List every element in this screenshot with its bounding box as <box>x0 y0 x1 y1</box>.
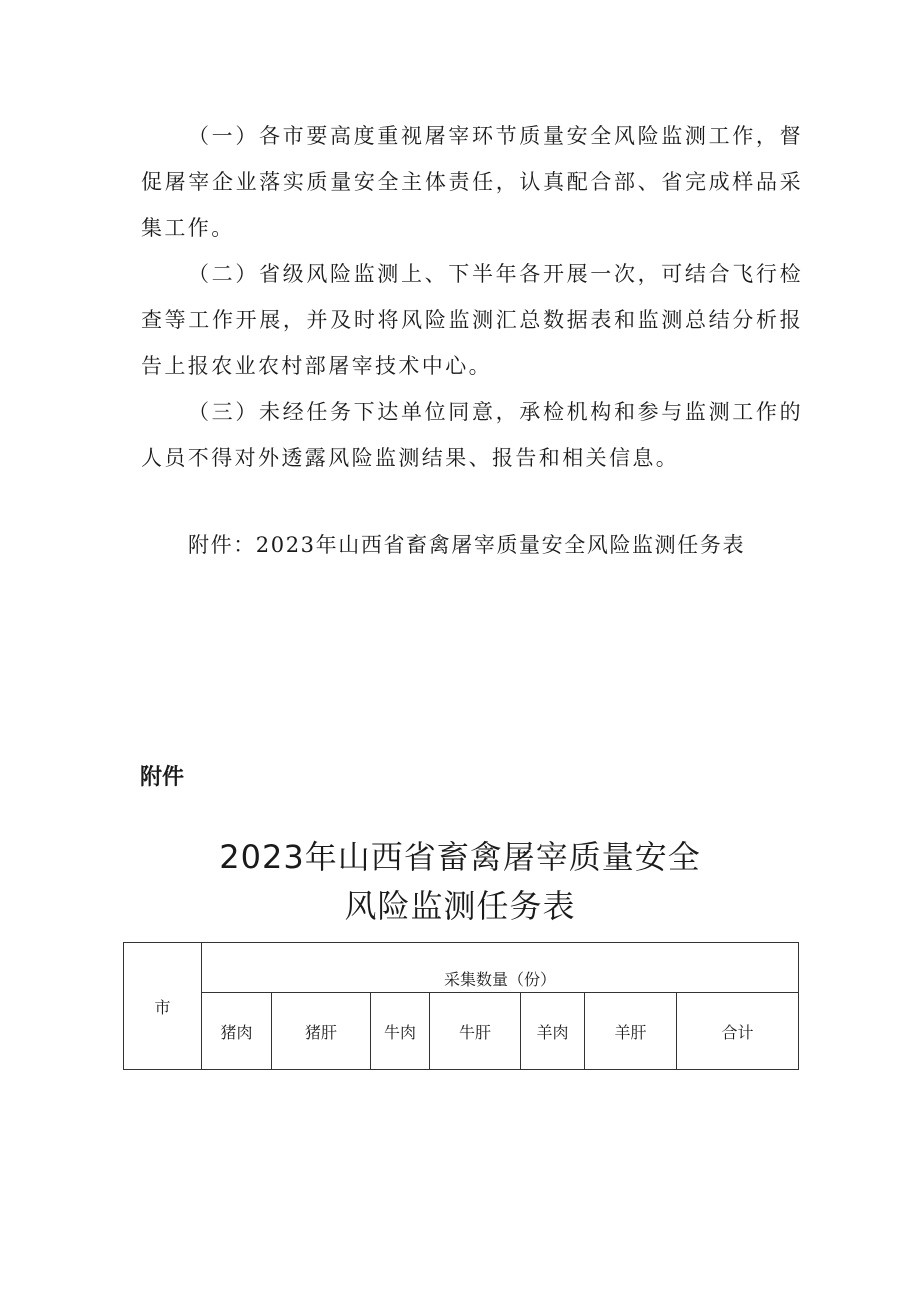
city-header: 市 <box>124 943 202 1070</box>
paragraph-1: （一）各市要高度重视屠宰环节质量安全风险监测工作，督促屠宰企业落实质量安全主体责任，认真配合部、省完成样品采集工作。 <box>141 124 803 240</box>
paragraph-3: （三）未经任务下达单位同意，承检机构和参与监测工作的人员不得对外透露风险监测结果、报告和相关信息。 <box>141 400 803 470</box>
column-header-pork-liver: 猪肝 <box>272 993 371 1070</box>
column-header-mutton-liver: 羊肝 <box>585 993 677 1070</box>
column-header-total: 合计 <box>677 993 799 1070</box>
monitoring-task-table <box>123 942 799 1070</box>
attachment-heading: 附件 <box>140 765 185 790</box>
document-title-line-1: 2023年山西省畜禽屠宰质量安全 <box>219 838 701 876</box>
column-header-beef: 牛肉 <box>371 993 430 1070</box>
column-header-beef-liver: 牛肝 <box>430 993 521 1070</box>
attachment-reference: 附件：2023年山西省畜禽屠宰质量安全风险监测任务表 <box>188 533 746 557</box>
document-title-line-2: 风险监测任务表 <box>344 887 576 925</box>
paragraph-2: （二）省级风险监测上、下半年各开展一次，可结合飞行检查等工作开展，并及时将风险监测汇总数据表和监测总结分析报告上报农业农村部屠宰技术中心。 <box>141 262 803 378</box>
collection-quantity-header: 采集数量（份） <box>202 943 799 993</box>
column-header-pork: 猪肉 <box>202 993 272 1070</box>
column-header-mutton: 羊肉 <box>521 993 585 1070</box>
